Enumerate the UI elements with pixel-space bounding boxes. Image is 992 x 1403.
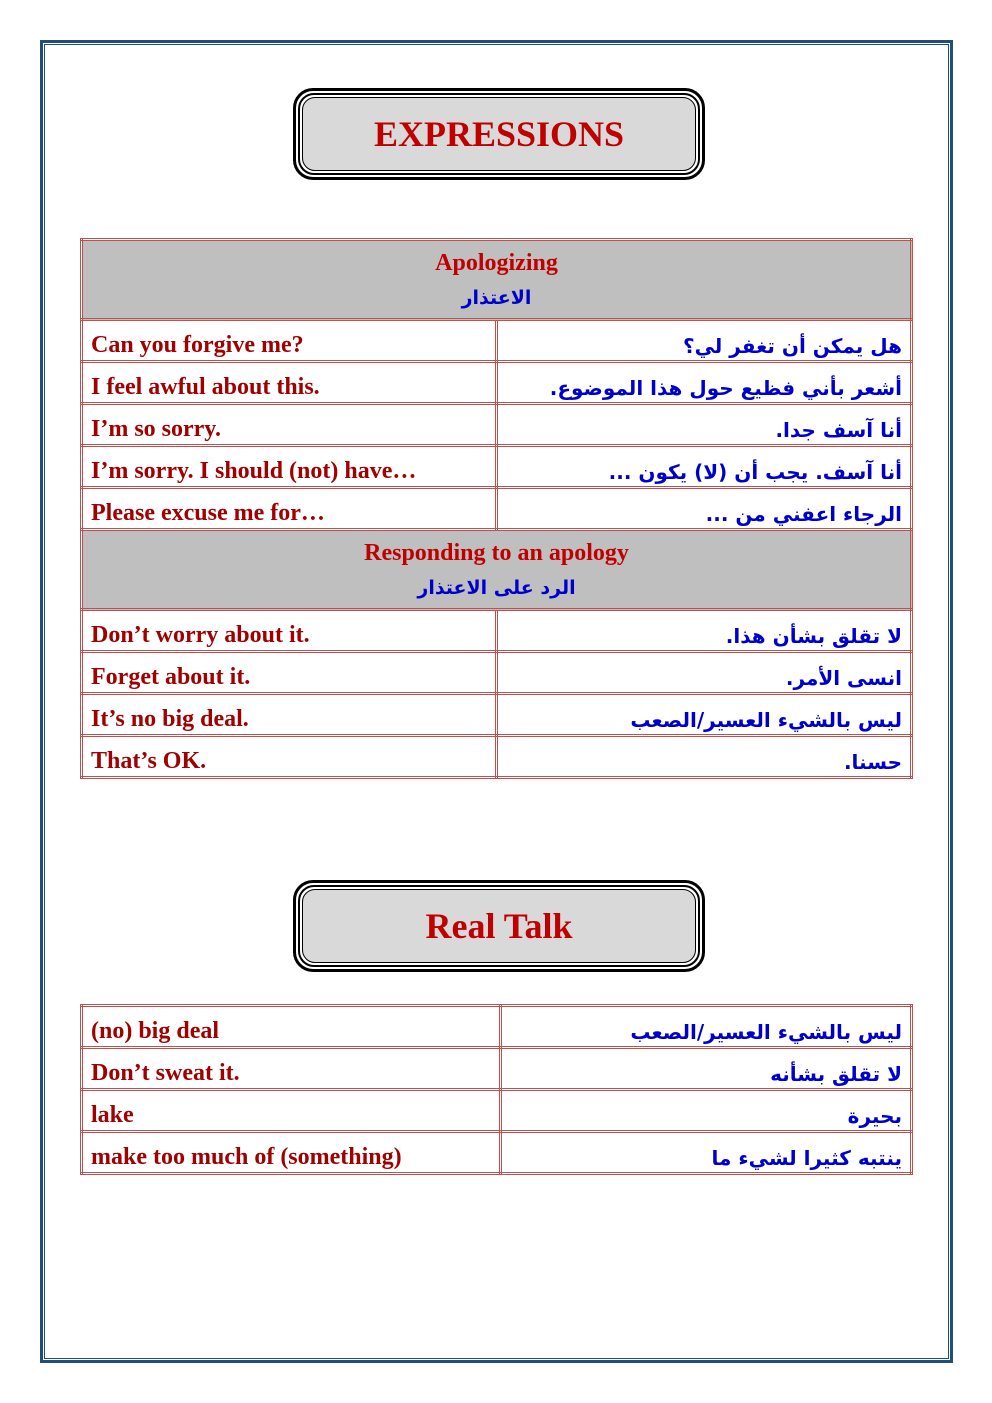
expressions-table	[80, 238, 913, 779]
phrase-en: (no) big deal	[82, 1006, 501, 1048]
table-row	[82, 1090, 912, 1132]
phrase-en: Please excuse me for…	[82, 488, 497, 530]
phrase-ar: بحيرة	[501, 1090, 912, 1132]
real-talk-table	[80, 1004, 913, 1175]
phrase-en: Can you forgive me?	[82, 320, 497, 362]
phrase-ar: ليس بالشيء العسير/الصعب	[497, 694, 912, 736]
table-row	[82, 404, 912, 446]
phrase-ar: أنا آسف. يجب أن (لا) يكون ...	[497, 446, 912, 488]
phrase-ar: لا تقلق بشأنه	[501, 1048, 912, 1090]
phrase-en: That’s OK.	[82, 736, 497, 778]
phrase-ar: أنا آسف جدا.	[497, 404, 912, 446]
phrase-ar: لا تقلق بشأن هذا.	[497, 610, 912, 652]
phrase-en: lake	[82, 1090, 501, 1132]
table-row	[82, 652, 912, 694]
phrase-ar: انسى الأمر.	[497, 652, 912, 694]
table-row	[82, 1048, 912, 1090]
expressions-title-box	[293, 88, 705, 180]
phrase-en: I’m so sorry.	[82, 404, 497, 446]
section-heading-en: Responding to an apology	[364, 539, 629, 566]
phrase-en: make too much of (something)	[82, 1132, 501, 1174]
real-talk-title: Real Talk	[302, 889, 696, 963]
phrase-ar: هل يمكن أن تغفر لي؟	[497, 320, 912, 362]
table-row	[82, 610, 912, 652]
table-row	[82, 694, 912, 736]
phrase-en: I feel awful about this.	[82, 362, 497, 404]
table-row	[82, 320, 912, 362]
section-header-responding	[82, 530, 912, 610]
table-row	[82, 362, 912, 404]
phrase-ar: ليس بالشيء العسير/الصعب	[501, 1006, 912, 1048]
phrase-ar: الرجاء اعفني من ...	[497, 488, 912, 530]
phrase-en: I’m sorry. I should (not) have…	[82, 446, 497, 488]
table-row	[82, 736, 912, 778]
phrase-ar: حسنا.	[497, 736, 912, 778]
section-heading-en: Apologizing	[435, 249, 558, 276]
phrase-ar: أشعر بأني فظيع حول هذا الموضوع.	[497, 362, 912, 404]
table-row	[82, 488, 912, 530]
table-row	[82, 1006, 912, 1048]
phrase-en: Forget about it.	[82, 652, 497, 694]
expressions-title: EXPRESSIONS	[302, 97, 696, 171]
phrase-ar: ينتبه كثيرا لشيء ما	[501, 1132, 912, 1174]
section-heading-ar: الرد على الاعتذار	[417, 576, 576, 599]
real-talk-title-box	[293, 880, 705, 972]
section-heading-ar: الاعتذار	[461, 286, 532, 309]
table-row	[82, 1132, 912, 1174]
table-row	[82, 446, 912, 488]
phrase-en: Don’t worry about it.	[82, 610, 497, 652]
phrase-en: It’s no big deal.	[82, 694, 497, 736]
phrase-en: Don’t sweat it.	[82, 1048, 501, 1090]
section-header-apologizing	[82, 240, 912, 320]
